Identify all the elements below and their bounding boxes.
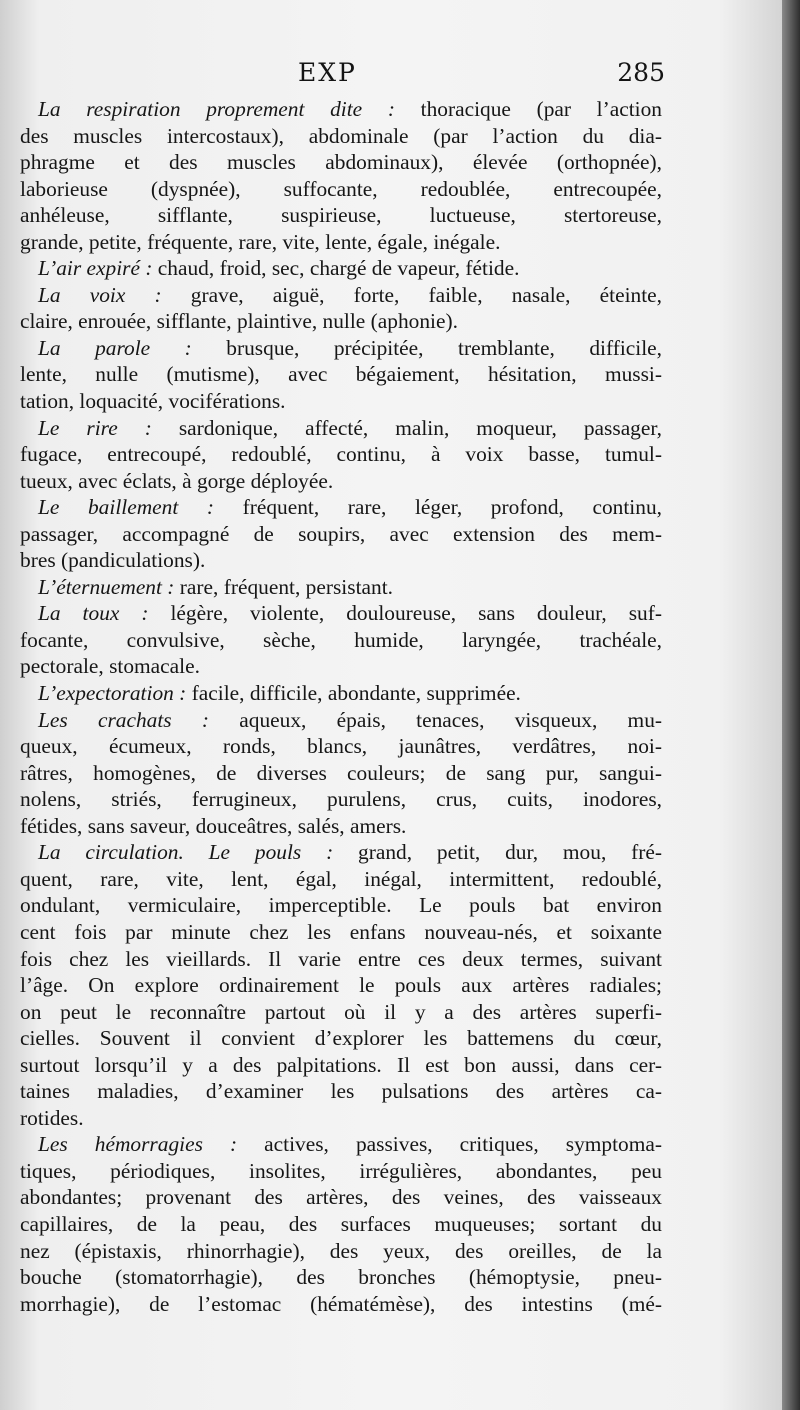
text-line — [20, 999, 662, 1026]
entry-heading: Le rire : — [38, 415, 152, 440]
text-line — [20, 415, 662, 442]
line-text: cent fois par minute chez les enfans nouveau-nés, et soixante — [20, 919, 662, 944]
line-text: thoracique (par l’action — [394, 97, 662, 121]
line-text: pectorale, stomacale. — [20, 654, 200, 679]
line-text: taines maladies, d’examiner les pulsations des artères ca- — [20, 1079, 662, 1104]
entry-heading: L’air expiré : — [38, 256, 153, 281]
line-text: l’âge. On explore ordinairement le pouls aux artères radiales; — [20, 973, 662, 998]
text-line — [20, 123, 662, 150]
text-line — [20, 600, 662, 627]
text-line — [20, 653, 662, 680]
text-line — [20, 574, 662, 601]
text-line — [20, 1025, 662, 1052]
text-line — [20, 1158, 662, 1185]
text-line — [20, 176, 662, 203]
line-text: passager, accompagné de soupirs, avec extension des mem- — [20, 521, 662, 546]
text-line — [20, 96, 662, 123]
line-text: tation, loquacité, vociférations. — [20, 389, 286, 414]
text-line — [20, 1291, 662, 1318]
text-line — [20, 468, 662, 495]
text-line — [20, 1052, 662, 1079]
line-text: abondantes; provenant des artères, des veines, des vaisseaux — [20, 1185, 662, 1210]
text-line — [20, 839, 662, 866]
text-line — [20, 202, 662, 229]
line-text: brusque, précipitée, tremblante, difficile, — [191, 335, 662, 360]
line-text: tiques, périodiques, insolites, irrégulières, abondantes, peu — [20, 1158, 662, 1183]
text-line — [20, 627, 662, 654]
running-head: EXP — [298, 58, 357, 87]
text-line — [20, 786, 662, 813]
text-line — [20, 813, 662, 840]
text-line — [20, 494, 662, 521]
text-line — [20, 282, 662, 309]
line-text: rare, fréquent, persistant. — [174, 574, 393, 599]
line-text: ondulant, vermiculaire, imperceptible. Le pouls bat environ — [20, 893, 662, 918]
page-number: 285 — [617, 58, 665, 87]
entry-heading: Le baillement : — [38, 495, 214, 520]
entry-heading: La parole : — [38, 335, 192, 360]
text-line — [20, 892, 662, 919]
line-text: fétides, sans saveur, douceâtres, salés, amers. — [20, 813, 407, 838]
text-line — [20, 733, 662, 760]
text-line — [20, 388, 662, 415]
text-line — [20, 946, 662, 973]
line-text: lente, nulle (mutisme), avec bégaiement, hésitation, mussi- — [20, 362, 662, 387]
text-line — [20, 972, 662, 999]
text-line — [20, 521, 662, 548]
text-line — [20, 866, 662, 893]
text-line — [20, 1078, 662, 1105]
line-text: actives, passives, critiques, symptoma- — [237, 1132, 662, 1157]
line-text: surtout lorsqu’il y a des palpitations. Il est bon aussi, dans cer- — [20, 1052, 662, 1077]
line-text: focante, convulsive, sèche, humide, laryngée, trachéale, — [20, 627, 662, 652]
line-text: facile, difficile, abondante, supprimée. — [186, 681, 521, 706]
text-line — [20, 441, 662, 468]
text-line — [20, 361, 662, 388]
page-header — [0, 58, 782, 92]
entry-heading: La toux : — [38, 601, 149, 626]
line-text: râtres, homogènes, de diverses couleurs; de sang pur, sangui- — [20, 760, 662, 785]
line-text: légère, violente, douloureuse, sans douleur, suf- — [148, 601, 662, 626]
line-text: fréquent, rare, léger, profond, continu, — [214, 495, 662, 520]
line-text: sardonique, affecté, malin, moqueur, passager, — [151, 415, 662, 440]
line-text: fois chez les vieillards. Il varie entre ces deux termes, suivant — [20, 946, 662, 971]
line-text: morrhagie), de l’estomac (hématémèse), des intestins (mé- — [20, 1291, 662, 1316]
text-line — [20, 149, 662, 176]
line-text: aqueux, épais, tenaces, visqueux, mu- — [209, 707, 662, 732]
entry-heading: L’éternuement : — [38, 574, 175, 599]
entry-heading: La circulation. Le pouls : — [38, 840, 334, 865]
line-text: grave, aiguë, forte, faible, nasale, éteinte, — [161, 282, 662, 307]
text-line — [20, 255, 662, 282]
text-line — [20, 1238, 662, 1265]
line-text: queux, écumeux, ronds, blancs, jaunâtres, verdâtres, noi- — [20, 734, 662, 759]
entry-heading: La respiration proprement dite : — [38, 97, 395, 121]
line-text: on peut le reconnaître partout où il y a des artères superfi- — [20, 999, 662, 1024]
line-text: tueux, avec éclats, à gorge déployée. — [20, 468, 334, 493]
text-line — [20, 707, 662, 734]
line-text: quent, rare, vite, lent, égal, inégal, intermittent, redoublé, — [20, 866, 662, 891]
text-line — [20, 308, 662, 335]
line-text: cielles. Souvent il convient d’explorer les battemens du cœur, — [20, 1026, 662, 1051]
entry-heading: Les hémorragies : — [38, 1132, 238, 1157]
line-text: grande, petite, fréquente, rare, vite, lente, égale, inégale. — [20, 229, 501, 254]
text-line — [20, 1264, 662, 1291]
line-text: phragme et des muscles abdominaux), élevée (orthopnée), — [20, 150, 662, 175]
line-text: anhéleuse, sifflante, suspirieuse, luctueuse, stertoreuse, — [20, 203, 662, 228]
line-text: bouche (stomatorrhagie), des bronches (hémoptysie, pneu- — [20, 1265, 662, 1290]
text-line — [20, 760, 662, 787]
line-text: capillaires, de la peau, des surfaces muqueuses; sortant du — [20, 1211, 662, 1236]
line-text: grand, petit, dur, mou, fré- — [333, 840, 662, 865]
entry-heading: La voix : — [38, 282, 162, 307]
line-text: nez (épistaxis, rhinorrhagie), des yeux, des oreilles, de la — [20, 1238, 662, 1263]
line-text: fugace, entrecoupé, redoublé, continu, à voix basse, tumul- — [20, 442, 662, 467]
page-edge-shadow — [782, 0, 800, 1410]
entry-heading: L’expectoration : — [38, 681, 187, 706]
text-line — [20, 1105, 662, 1132]
line-text: nolens, striés, ferrugineux, purulens, crus, cuits, inodores, — [20, 787, 662, 812]
line-text: bres (pandiculations). — [20, 548, 206, 573]
line-text: rotides. — [20, 1105, 84, 1130]
text-line — [20, 1131, 662, 1158]
text-line — [20, 229, 662, 256]
text-line — [20, 1211, 662, 1238]
text-line — [20, 547, 662, 574]
text-line — [20, 335, 662, 362]
text-line — [20, 680, 662, 707]
line-text: claire, enrouée, sifflante, plaintive, nulle (aphonie). — [20, 309, 458, 334]
body-text — [20, 96, 662, 1317]
text-line — [20, 1184, 662, 1211]
line-text: laborieuse (dyspnée), suffocante, redoublée, entrecoupée, — [20, 176, 662, 201]
line-text: chaud, froid, sec, chargé de vapeur, fétide. — [152, 256, 520, 281]
text-line — [20, 919, 662, 946]
entry-heading: Les crachats : — [38, 707, 210, 732]
line-text: des muscles intercostaux), abdominale (par l’action du dia- — [20, 123, 662, 148]
